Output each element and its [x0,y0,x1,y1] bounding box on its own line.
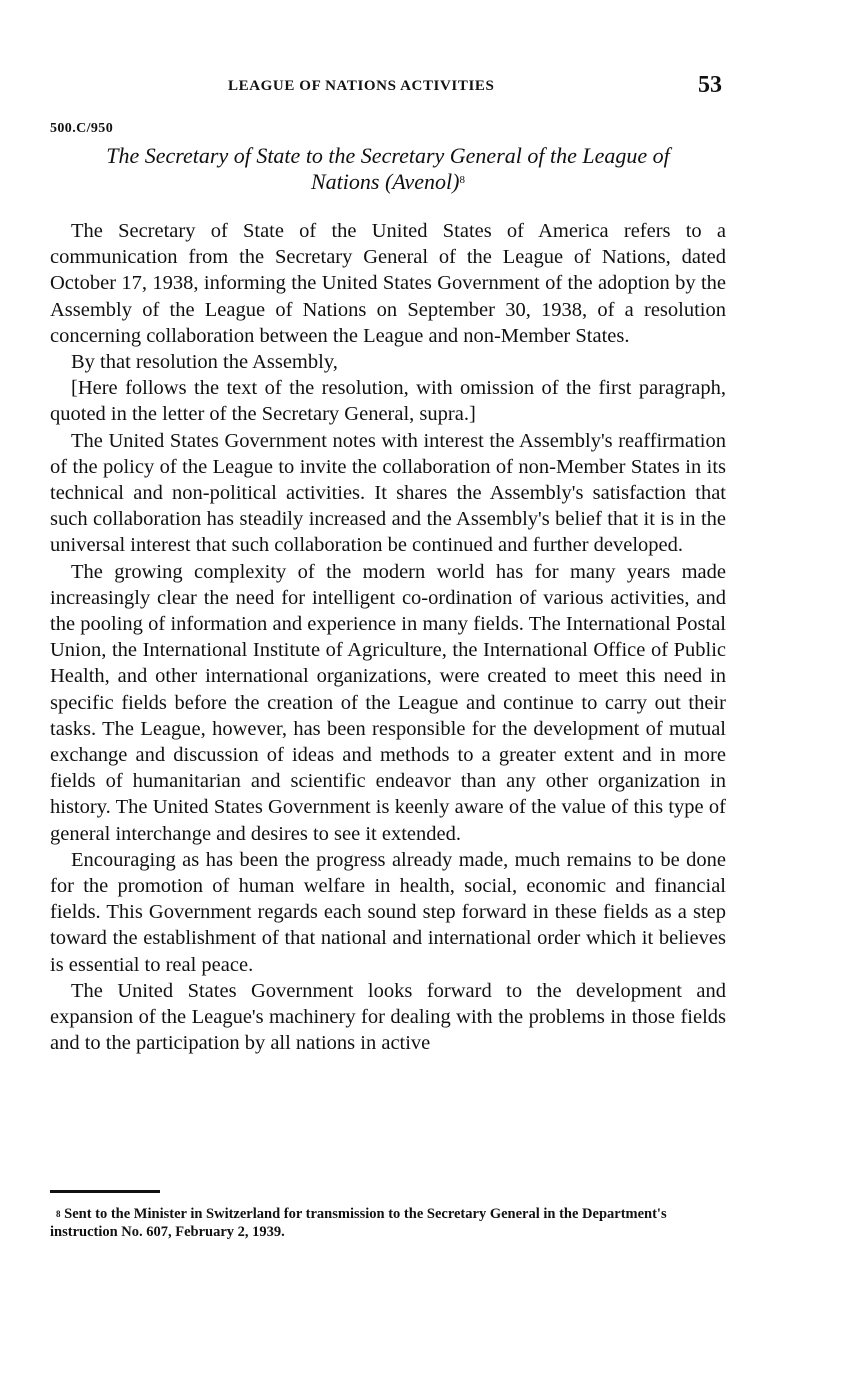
file-number: 500.C/950 [50,121,114,136]
title-footnote-marker[interactable]: 8 [459,174,465,186]
paragraph-1: The Secretary of State of the United States of America refers to a communication from the Secretary General of the League of Nations, dated October 17, 1938, informing the United States Government of the adoption by the Assembly of the League of Nations on September 30, 1938, of a resolution concerning collaboration between the League and non-Member States. [50,220,726,347]
title-line-2-text: Nations (Avenol) [311,169,460,194]
document-body [50,218,726,1057]
paragraph-2: By that resolution the Assembly, [71,351,338,374]
paragraph-3: [Here follows the text of the resolution, with omission of the first paragraph, quoted in the letter of the Secretary General, supra.] [50,377,726,426]
paragraph-7: The United States Government looks forward to the development and expansion of the League's machinery for dealing with the problems in those fields and to the participation by all nations in active [50,979,726,1055]
paragraph-6: Encouraging as has been the progress already made, much remains to be done for the promotion of human welfare in health, social, economic and financial fields. This Government regards each sound step forward in these fields as a step toward the establishment of that national and international order which it believes is essential to real peace. [50,848,726,976]
page-number: 53 [698,72,722,98]
footnote-text: Sent to the Minister in Switzerland for transmission to the Secretary General in the Department's instruction No. 607, February 2, 1939. [50,1206,667,1240]
title-line-1: The Secretary of State to the Secretary General of the League of [106,143,670,168]
title-line-2 [50,169,726,195]
running-title: LEAGUE OF NATIONS ACTIVITIES [228,78,495,94]
paragraph-4: The United States Government notes with interest the Assembly's reaffirmation of the policy of the League to invite the collaboration of non-Member States in its technical and non-political activities. It shares the Assembly's satisfaction that such collaboration has steadily increased and the Assembly's belief that it is in the universal interest that such collaboration be continued and further developed. [50,429,726,557]
footnote-marker: 8 [56,1209,61,1219]
document-title [50,143,726,195]
paragraph-5: The growing complexity of the modern world has for many years made increasingly clear the need for intelligent co-ordination of various activities, and the pooling of information and experience in many fields. The International Postal Union, the International Institute of Agriculture, the International Office of Public Health, and other international organizations, were created to meet this need in specific fields before the creation of the League and continue to carry out their tasks. The League, however, has been responsible for the development of mutual exchange and discussion of ideas and methods to a greater extent and in more fields of humanitarian and scientific endeavor than any other organization in history. The United States Government is keenly aware of the value of this type of general interchange and desires to see it extended. [50,560,726,845]
footnote-divider [50,1190,160,1193]
footnote [50,1205,730,1241]
running-header [0,74,843,104]
